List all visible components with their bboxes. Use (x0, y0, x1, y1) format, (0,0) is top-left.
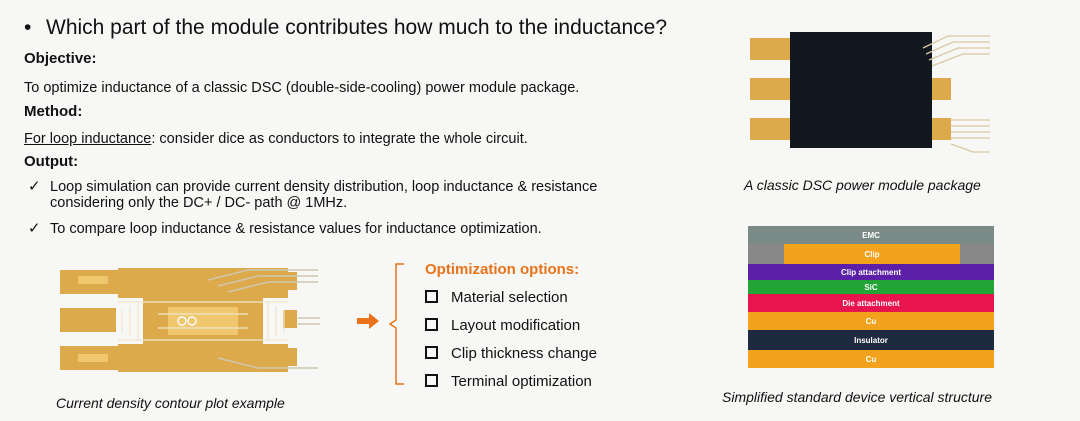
method-text (24, 131, 528, 147)
layer-clip: Clip (784, 244, 960, 264)
current-density-contour-plot (58, 262, 358, 382)
output-item-2-text: To compare loop inductance & resistance values for inductance optimization. (50, 221, 542, 237)
objective-text: To optimize inductance of a classic DSC (double-side-cooling) power module package. (24, 80, 580, 96)
layer-clip-attachment: Clip attachment (748, 264, 994, 280)
bullet-icon: • (24, 16, 32, 39)
option-label: Layout modification (451, 317, 581, 334)
layer-stack-diagram (748, 226, 994, 368)
output-item-2 (28, 219, 542, 237)
option-label: Clip thickness change (451, 345, 597, 362)
option-item (425, 373, 592, 390)
option-label: Terminal optimization (451, 373, 592, 390)
optimization-title: Optimization options: (425, 261, 580, 278)
dsc-caption: A classic DSC power module package (744, 177, 981, 193)
stack-caption: Simplified standard device vertical structure (722, 389, 993, 405)
layer-emc: EMC (748, 226, 994, 244)
layer-cu-bottom: Cu (748, 350, 994, 368)
checkbox-icon (425, 290, 438, 303)
checkbox-icon (425, 318, 438, 331)
question-text: Which part of the module contributes how much to the inductance? (46, 16, 668, 39)
method-label: Method: (24, 103, 83, 120)
layer-sic: SiC (748, 280, 994, 294)
option-label: Material selection (451, 289, 568, 306)
contour-caption: Current density contour plot example (56, 395, 285, 411)
output-item-1 (28, 179, 597, 211)
option-item (425, 289, 568, 306)
dsc-package-image (748, 28, 993, 158)
option-item (425, 317, 580, 334)
layer-cu-top: Cu (748, 312, 994, 330)
objective-label: Objective: (24, 50, 97, 67)
checkbox-icon (425, 374, 438, 387)
output-label: Output: (24, 153, 79, 170)
option-item (425, 345, 597, 362)
left-brace-icon (386, 262, 408, 386)
slide-question (24, 16, 667, 40)
checkmark-icon: ✓ (28, 178, 41, 195)
right-arrow-icon (355, 312, 381, 330)
layer-insulator: Insulator (748, 330, 994, 350)
checkmark-icon: ✓ (28, 220, 41, 237)
method-rest-text: : consider dice as conductors to integrate the whole circuit. (151, 131, 528, 147)
output-item-1-line1: Loop simulation can provide current density distribution, loop inductance & resistance (50, 179, 598, 195)
checkbox-icon (425, 346, 438, 359)
method-underlined-text: For loop inductance (24, 131, 152, 147)
layer-die-attachment: Die attachment (748, 294, 994, 312)
output-item-1-line2: considering only the DC+ / DC- path @ 1MHz. (50, 195, 348, 211)
